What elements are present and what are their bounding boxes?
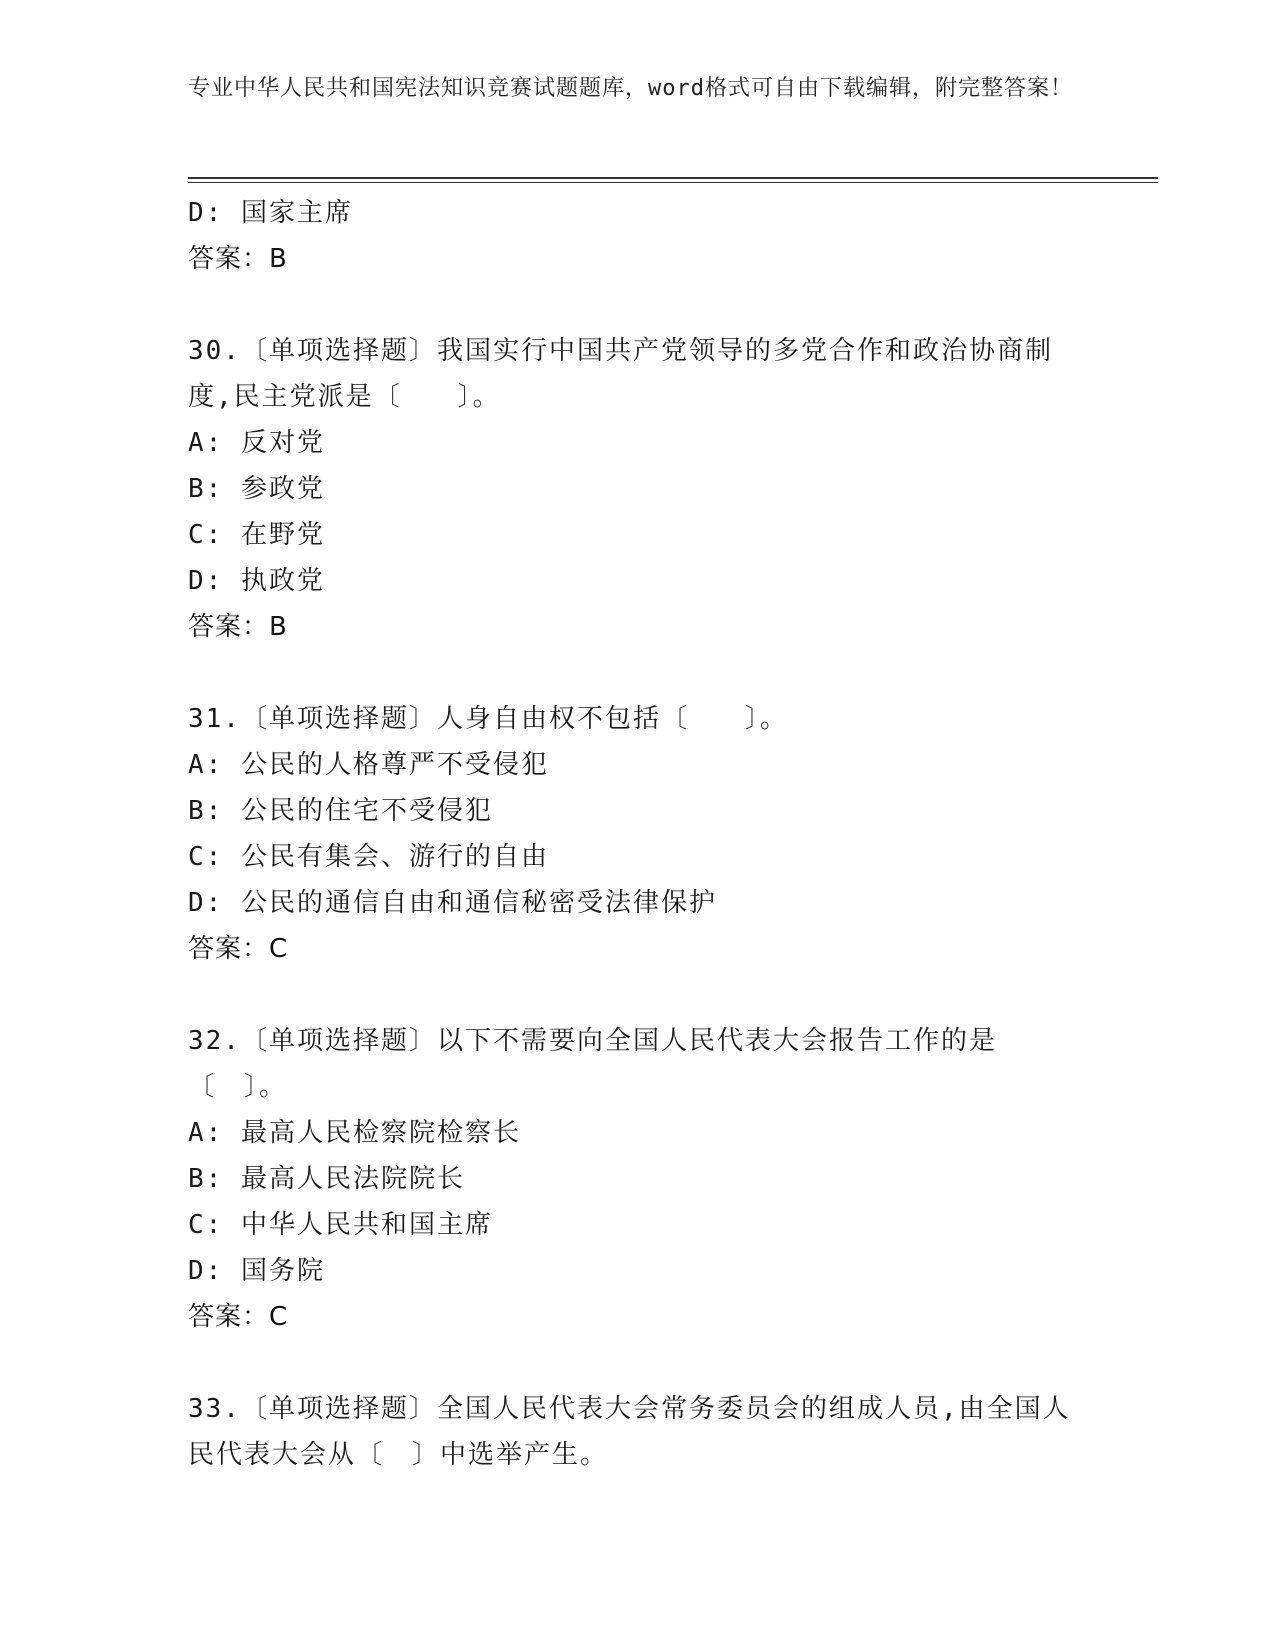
option-c: C: 中华人民共和国主席 — [188, 1210, 493, 1240]
option-d: D: 国务院 — [188, 1256, 325, 1286]
question-block-prev — [188, 190, 1088, 282]
page-header: 专业中华人民共和国宪法知识竞赛试题题库，word格式可自由下载编辑，附完整答案！ — [188, 76, 1073, 101]
option-c: C: 在野党 — [188, 520, 325, 550]
answer: 答案：C — [188, 1302, 289, 1332]
question-stem: 30.〔单项选择题〕我国实行中国共产党领导的多党合作和政治协商制度,民主党派是〔 〕。 — [188, 336, 1053, 412]
option-b: B: 公民的住宅不受侵犯 — [188, 796, 493, 826]
spacer — [188, 650, 1088, 696]
option-b: B: 最高人民法院院长 — [188, 1164, 465, 1194]
question-stem: 33.〔单项选择题〕全国人民代表大会常务委员会的组成人员,由全国人民代表大会从〔 〕中选举产生。 — [188, 1394, 1071, 1470]
option-c: C: 公民有集会、游行的自由 — [188, 842, 549, 872]
option-a: A: 公民的人格尊严不受侵犯 — [188, 750, 549, 780]
spacer — [188, 1340, 1088, 1386]
answer: 答案：B — [188, 244, 288, 274]
option-d: D: 执政党 — [188, 566, 325, 596]
option-a: A: 反对党 — [188, 428, 325, 458]
option-a: A: 最高人民检察院检察长 — [188, 1118, 521, 1148]
question-block-31 — [188, 696, 1088, 972]
question-list — [188, 190, 1088, 1478]
answer: 答案：C — [188, 934, 289, 964]
question-stem: 31.〔单项选择题〕人身自由权不包括〔 〕。 — [188, 704, 788, 734]
question-stem: 32.〔单项选择题〕以下不需要向全国人民代表大会报告工作的是〔 〕。 — [188, 1026, 997, 1102]
header-rule-thin — [188, 182, 1158, 183]
option-b: B: 参政党 — [188, 474, 325, 504]
option-d: D: 公民的通信自由和通信秘密受法律保护 — [188, 888, 717, 918]
answer: 答案：B — [188, 612, 288, 642]
question-block-33 — [188, 1386, 1088, 1478]
option-d: D: 国家主席 — [188, 198, 353, 228]
spacer — [188, 972, 1088, 1018]
spacer — [188, 282, 1088, 328]
question-block-30 — [188, 328, 1088, 650]
question-block-32 — [188, 1018, 1088, 1340]
header-rule-thick — [188, 177, 1158, 179]
